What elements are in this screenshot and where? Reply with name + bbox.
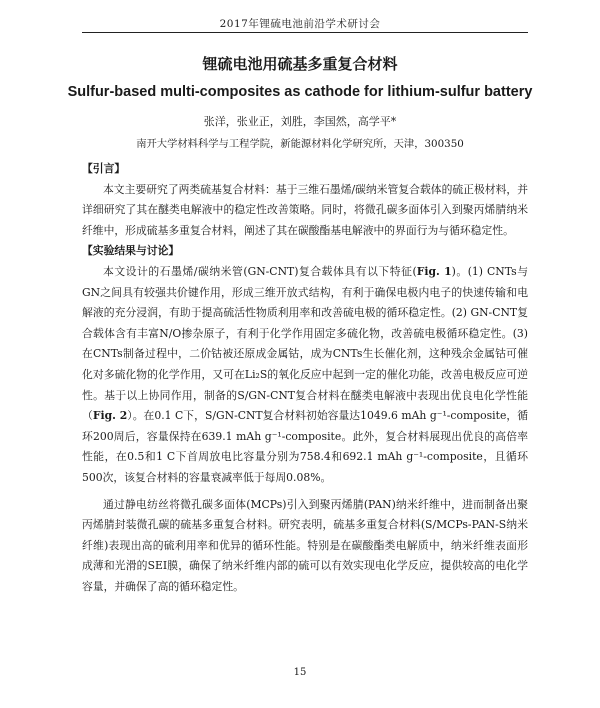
paper-title-chinese: 锂硫电池用硫基多重复合材料 (202, 55, 398, 73)
page-number: 15 (293, 667, 307, 678)
paper-title-english: Sulfur-based multi-composites as cathode for lithium-sulfur battery (67, 84, 533, 100)
affiliation: 南开大学材料科学与工程学院，新能源材料化学研究所，天津，300350 (136, 138, 464, 150)
results-heading: 【实验结果与讨论】 (82, 244, 180, 258)
results-text-b: )。(1) CNTs与GN之间具有较强共价键作用，形成三维开放式结构，有利于确保电极内电子的快速传输和电解液的充分浸润，有助于提高硫活性物质利用率和改善硫电极的循环稳定性。(2) GN-CNT复合载体含有丰富N/O掺杂原子，有利于化学作用固定多硫化物，改善硫电极循环稳定性。(3) 在CNTs制备过程中，二价钴被还原成金属钴，成为CNTs生长催化剂，这种残余金属钴可催化对多硫化物的化学作用，又可在Li₂S的氧化反应中起到一定的催化功能，改善电极反应可逆性。基于以上协同作用，制备的S/GN-CNT复合材料在醚类电解液中表现出优良电化学性能（ (82, 264, 528, 423)
results-text-c: ）。在0.1 C下，S/GN-CNT复合材料初始容量达1049.6 mAh g⁻¹-composite，循环200周后，容量保持在639.1 mAh g⁻¹-composite。此外，复合材料展现出优良的高倍率性能，在0.5和1 C下首周放电比容量分别为758.4和692.1 mAh g⁻¹-composite，且循环500次，该复合材料的容量衰减率低于每周0.08%。 (82, 409, 529, 484)
figure-1-reference: Fig. 1 (416, 264, 452, 278)
results-paragraph-2: 通过静电纺丝将微孔碳多面体(MCPs)引入到聚丙烯腈(PAN)纳米纤维中，进而制备出聚丙烯腈封装微孔碳的硫基多重复合材料。研究表明，硫基多重复合材料(S/MCPs-PAN-S纳米纤维)表现出高的硫利用率和优异的循环性能。特别是在碳酸酯类电解质中，纳米纤维表面形成薄和光滑的SEI膜，确保了纳米纤维内部的硫可以有效实现电化学反应，提供较高的电化学容量，并确保了高的循环稳定性。 (82, 497, 528, 593)
running-header: 2017年锂硫电池前沿学术研讨会 (219, 18, 381, 30)
intro-heading: 【引言】 (82, 162, 126, 175)
results-text-a: 本文设计的石墨烯/碳纳米管(GN-CNT)复合载体具有以下特征( (103, 264, 417, 278)
results-paragraph-1 (82, 262, 528, 489)
figure-2-reference: Fig. 2 (92, 409, 128, 423)
header-divider (82, 32, 528, 33)
author-list: 张洋，张业正，刘胜，李国然，高学平* (203, 115, 397, 128)
paper-body (82, 159, 528, 597)
intro-paragraph: 本文主要研究了两类硫基复合材料：基于三维石墨烯/碳纳米管复合载体的硫正极材料，并详细研究了其在醚类电解液中的稳定性改善策略。同时，将微孔碳多面体引入到聚丙烯腈纳米纤维中，形成硫基多重复合材料，阐述了其在碳酸酯基电解液中的界面行为与循环稳定性。 (82, 182, 528, 237)
